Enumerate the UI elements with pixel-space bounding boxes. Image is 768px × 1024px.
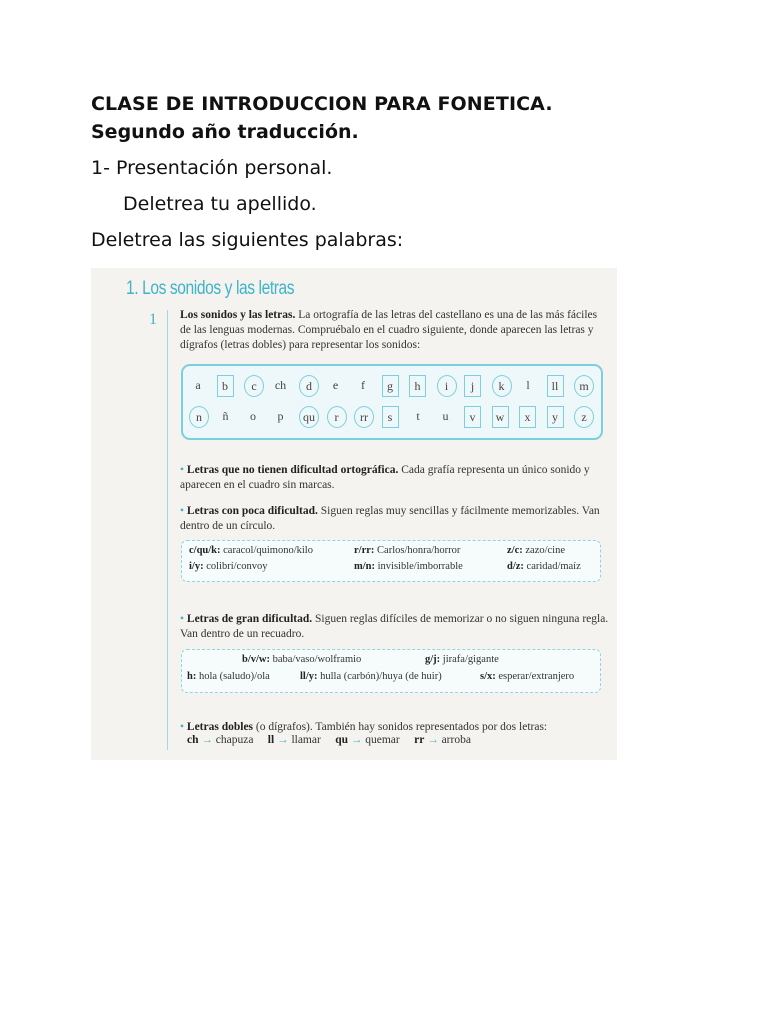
- examples-box-great-difficulty: [181, 649, 601, 693]
- alphabet-letter: e: [332, 378, 339, 392]
- bullet1-text: Cada grafía representa un único sonido y aparecen en el cuadro sin marcas.: [180, 464, 590, 491]
- alphabet-letter: p: [277, 409, 284, 423]
- digraph-examples: ch → chapuza ll → llamar qu → quemar rr → arroba: [187, 734, 471, 746]
- bullet3-text: Siguen reglas difíciles de memorizar o no siguen ninguna regla. Van dentro de un recuadro.: [180, 613, 609, 640]
- alphabet-letter: g: [382, 375, 399, 397]
- alphabet-letter: qu: [299, 406, 319, 428]
- arrow-icon: →: [350, 734, 363, 746]
- bullet4-text: (o dígrafos). También hay sonidos representados por dos letras:: [253, 721, 548, 733]
- document-title-line1: CLASE DE INTRODUCCION PARA FONETICA.: [91, 93, 553, 115]
- example: ll/y: hulla (carbón)/huya (de huir): [300, 671, 442, 682]
- alphabet-letter: l: [526, 378, 530, 392]
- example: s/x: esperar/extranjero: [480, 671, 575, 682]
- alphabet-letter: z: [574, 406, 594, 428]
- alphabet-letter: c: [244, 375, 264, 397]
- bullet-little-difficulty: • Letras con poca dificultad. Siguen reglas muy sencillas y fácilmente memorizables. Van dentro de un círculo.: [180, 505, 600, 532]
- example: r/rr: Carlos/honra/horror: [354, 545, 461, 556]
- alphabet-letter: w: [492, 406, 509, 428]
- arrow-icon: →: [201, 734, 213, 746]
- alphabet-letter: y: [547, 406, 564, 428]
- alphabet-letter: t: [416, 409, 420, 423]
- margin-rule: [167, 310, 168, 750]
- exercise-number: 1: [149, 311, 157, 328]
- alphabet-letter: o: [250, 409, 256, 423]
- alphabet-letter: k: [492, 375, 512, 397]
- alphabet-letter: r: [327, 406, 347, 428]
- alphabet-letter: i: [437, 375, 457, 397]
- alphabet-letter: ñ: [222, 409, 229, 423]
- example: d/z: caridad/maíz: [507, 561, 581, 572]
- alphabet-letter: s: [382, 406, 399, 428]
- bullet2-bold: Letras con poca dificultad.: [186, 505, 318, 517]
- bullet4-bold: Letras dobles: [186, 721, 254, 733]
- example: c/qu/k: caracol/quimono/kilo: [189, 545, 313, 556]
- alphabet-letter: d: [299, 375, 319, 397]
- examples-box-little-difficulty: [181, 540, 601, 582]
- alphabet-letter: n: [189, 406, 209, 428]
- alphabet-letter: f: [361, 378, 365, 392]
- alphabet-letter: h: [409, 375, 426, 397]
- document-line-spell-surname: Deletrea tu apellido.: [123, 193, 317, 215]
- alphabet-letter: a: [195, 378, 201, 392]
- bullet3-bold: Letras de gran dificultad.: [186, 613, 313, 625]
- alphabet-row-1: [187, 375, 597, 397]
- example: m/n: invisible/imborrable: [354, 561, 463, 572]
- alphabet-letter: rr: [354, 406, 374, 428]
- alphabet-box: [181, 364, 603, 440]
- document-line-presentation: 1- Presentación personal.: [91, 157, 333, 179]
- example: z/c: zazo/cine: [507, 545, 566, 556]
- document-title-line2: Segundo año traducción.: [91, 121, 359, 143]
- alphabet-letter: b: [217, 375, 234, 397]
- alphabet-letter: j: [464, 375, 481, 397]
- example: i/y: colibrí/convoy: [189, 561, 268, 572]
- bullet-great-difficulty: • Letras de gran dificultad. Siguen reglas difíciles de memorizar o no siguen ninguna regla. Van dentro de un recuadro.: [180, 613, 609, 640]
- arrow-icon: →: [277, 734, 289, 746]
- alphabet-letter: u: [442, 409, 449, 423]
- bullet2-text: Siguen reglas muy sencillas y fácilmente memorizables. Van dentro de un círculo.: [180, 505, 600, 532]
- alphabet-letter: ch: [274, 378, 287, 392]
- bullet1-bold: Letras que no tienen dificultad ortográfica.: [186, 464, 399, 476]
- example: b/v/w: baba/vaso/wolframio: [242, 654, 362, 665]
- textbook-scan-image: [91, 268, 617, 760]
- intro-text: La ortografía de las letras del castellano es una de las más fáciles de las lenguas modernas. Compruébalo en el cuadro siguiente, donde aparecen las letras y dígrafos (letras dobles) para representar los sonidos:: [180, 309, 598, 351]
- example: g/j: jirafa/gigante: [425, 654, 499, 665]
- alphabet-letter: x: [519, 406, 536, 428]
- intro-bold: Los sonidos y las letras.: [180, 309, 296, 321]
- scan-heading: 1. Los sonidos y las letras: [126, 278, 295, 299]
- bullet-double-letters: • Letras dobles (o dígrafos). También hay sonidos representados por dos letras:: [180, 721, 548, 733]
- alphabet-letter: m: [574, 375, 594, 397]
- arrow-icon: →: [427, 734, 439, 746]
- bullet-no-difficulty: • Letras que no tienen dificultad ortográfica. Cada grafía representa un único sonido y aparecen en el cuadro sin marcas.: [180, 464, 590, 491]
- alphabet-letter: ll: [547, 375, 564, 397]
- alphabet-row-2: [187, 406, 597, 428]
- example: h: hola (saludo)/ola: [187, 671, 270, 682]
- alphabet-letter: v: [464, 406, 481, 428]
- document-line-spell-words: Deletrea las siguientes palabras:: [91, 229, 404, 251]
- scan-intro: [180, 308, 610, 353]
